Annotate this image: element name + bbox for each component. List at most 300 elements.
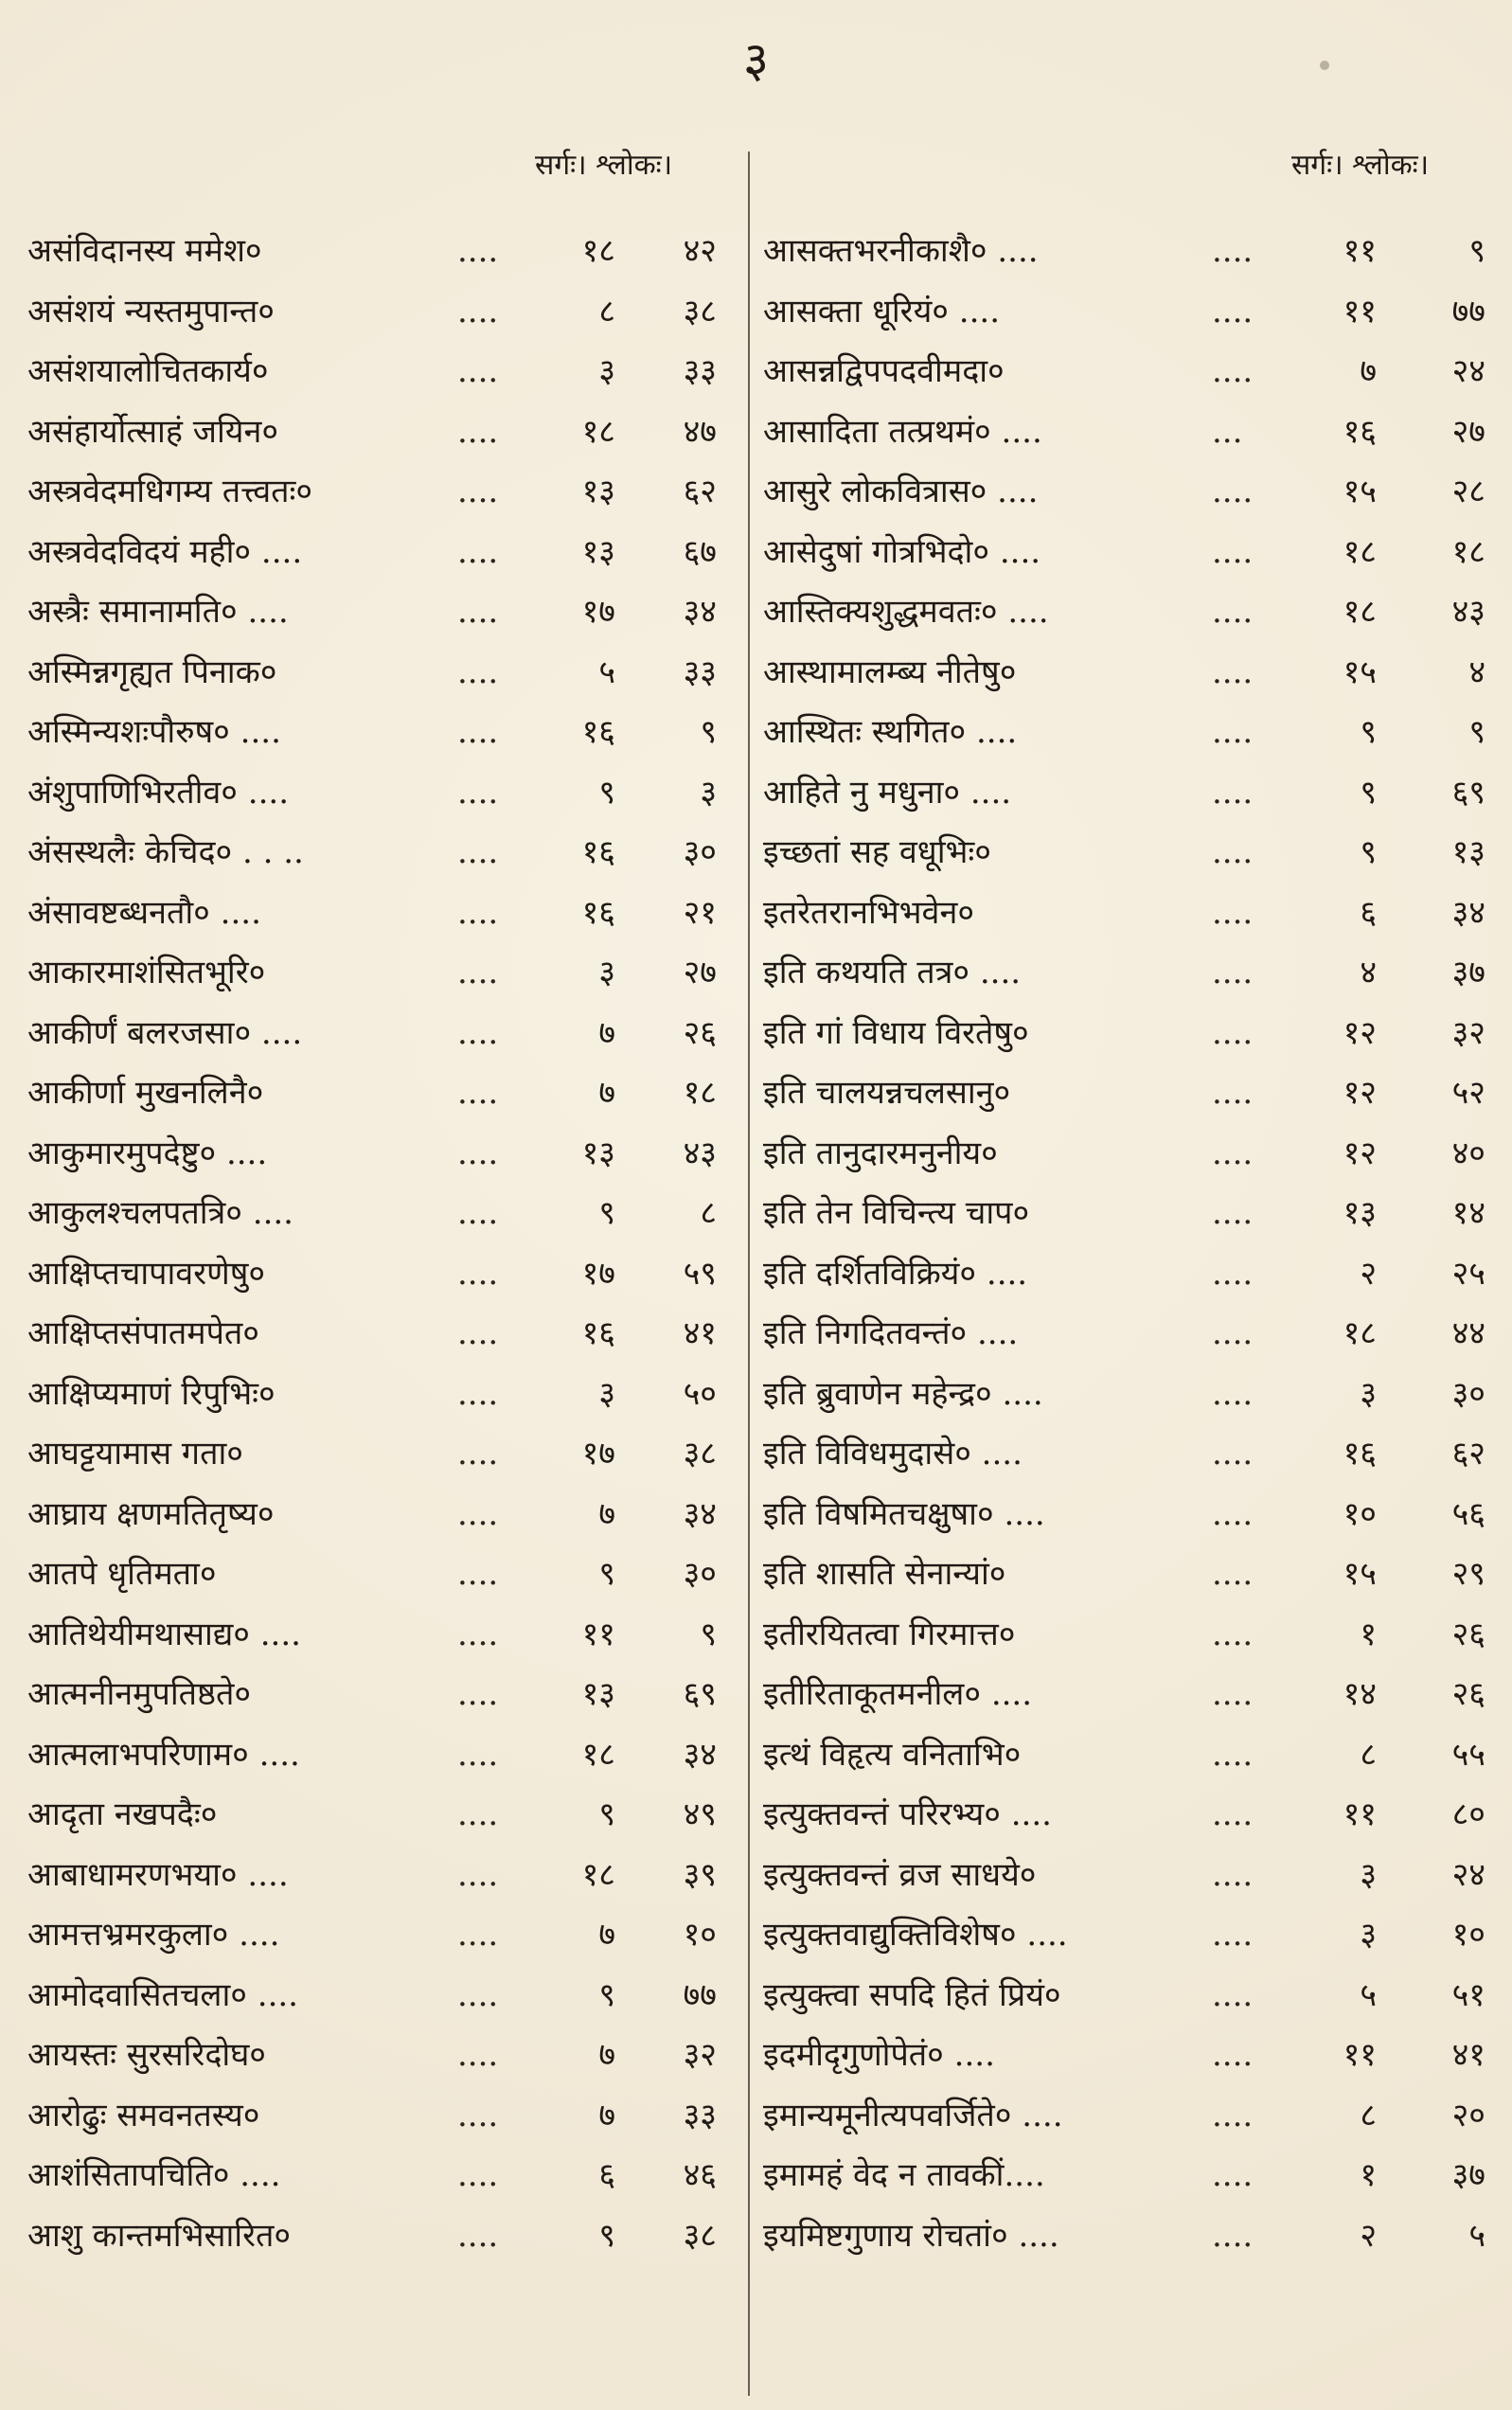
shloka-number: १८: [683, 1074, 717, 1112]
right-row: [748, 2206, 1512, 2267]
sarga-number: ९: [598, 773, 615, 812]
shloka-number: २१: [683, 893, 717, 932]
sarga-number: १६: [581, 1314, 615, 1352]
verse-text: इति शासति सेनान्यां०: [763, 1555, 1006, 1593]
sarga-number: ११: [1343, 2036, 1377, 2074]
leader-dots: ....: [1212, 1975, 1254, 2014]
leader-dots: ....: [457, 713, 499, 751]
verse-text: आकुलश्चलपतत्रि० ....: [27, 1194, 294, 1232]
sarga-number: १३: [581, 1134, 615, 1172]
verse-text: असंहार्योत्साहं जयिन०: [27, 412, 279, 451]
right-row: [748, 1004, 1512, 1064]
shloka-number: ४४: [1451, 1314, 1485, 1352]
verse-text: इति चालयन्नचलसानु०: [763, 1074, 1011, 1112]
verse-text: असंशयं न्यस्तमुपान्त०: [27, 292, 275, 330]
sarga-number: १७: [581, 593, 615, 631]
verse-text: अंशुपाणिभिरतीव० ....: [27, 773, 290, 812]
shloka-number: ५१: [1451, 1975, 1485, 2014]
leader-dots: ....: [457, 1494, 499, 1533]
verse-text: इच्छतां सह वधूभिः०: [763, 833, 991, 871]
leader-dots: ....: [457, 2156, 499, 2194]
left-row: [0, 1004, 753, 1064]
leader-dots: ....: [457, 1374, 499, 1413]
sarga-number: ७: [1360, 352, 1377, 390]
leader-dots: ....: [457, 2096, 499, 2134]
leader-dots: ....: [1212, 833, 1254, 871]
shloka-number: ४१: [1451, 2036, 1485, 2074]
shloka-number: ४०: [1451, 1134, 1485, 1172]
shloka-number: १४: [1451, 1194, 1485, 1232]
sarga-number: १२: [1343, 1134, 1377, 1172]
sarga-number: ६: [1360, 893, 1377, 932]
sarga-number: १: [1360, 2156, 1377, 2194]
right-row: [748, 1244, 1512, 1305]
left-row: [0, 2206, 753, 2267]
leader-dots: ....: [457, 893, 499, 932]
verse-text: आहिते नु मधुना० ....: [763, 773, 1012, 812]
verse-text: आसक्तभरनीकाशै० ....: [763, 232, 1039, 270]
leader-dots: ...: [1212, 412, 1243, 451]
sarga-number: १३: [581, 532, 615, 571]
shloka-number: ९: [1468, 713, 1485, 751]
sarga-number: ७: [598, 2036, 615, 2074]
shloka-number: ६९: [683, 1675, 717, 1713]
verse-text: आतपे धृतिमता०: [27, 1555, 217, 1593]
shloka-number: २०: [1451, 2096, 1485, 2134]
shloka-number: १३: [1451, 833, 1485, 871]
left-row: [0, 402, 753, 463]
shloka-number: ४६: [683, 2156, 717, 2194]
leader-dots: ....: [457, 1975, 499, 2014]
verse-text: इदमीदृगुणोपेतं० ....: [763, 2036, 995, 2074]
leader-dots: ....: [1212, 1675, 1254, 1713]
verse-text: इति दर्शितविक्रियं० ....: [763, 1254, 1028, 1293]
leader-dots: ....: [457, 1194, 499, 1232]
right-row: [748, 582, 1512, 643]
leader-dots: ....: [1212, 773, 1254, 812]
verse-text: आशंसितापचिति० ....: [27, 2156, 281, 2194]
sarga-number: ५: [598, 652, 615, 691]
sarga-number: १६: [581, 713, 615, 751]
sarga-number: ९: [598, 1194, 615, 1232]
verse-text: अस्मिन्नगृह्यत पिनाक०: [27, 652, 277, 691]
sarga-number: ९: [1360, 713, 1377, 751]
shloka-number: ३७: [1451, 2156, 1485, 2194]
shloka-number: ५६: [1451, 1494, 1485, 1533]
leader-dots: ....: [1212, 1314, 1254, 1352]
verse-text: आकीर्णा मुखनलिनै०: [27, 1074, 264, 1112]
sarga-number: ७: [598, 1916, 615, 1954]
shloka-number: ३७: [1451, 954, 1485, 991]
sarga-number: ३: [1360, 1916, 1377, 1954]
leader-dots: ....: [1212, 713, 1254, 751]
verse-text: इति कथयति तत्र० ....: [763, 954, 1022, 991]
verse-text: इतीरयितत्वा गिरमात्त०: [763, 1615, 1016, 1653]
right-row: [748, 643, 1512, 704]
leader-dots: ....: [1212, 2216, 1254, 2255]
shloka-number: ९: [700, 1615, 717, 1653]
leader-dots: ....: [1212, 2156, 1254, 2194]
verse-text: आरोढुः समवनतस्य०: [27, 2096, 260, 2134]
verse-text: आत्मनीनमुपतिष्ठते०: [27, 1675, 252, 1713]
verse-text: इति गां विधाय विरतेषु०: [763, 1013, 1029, 1052]
sarga-number: ९: [598, 1795, 615, 1833]
shloka-number: १८: [1451, 532, 1485, 571]
right-column-header: सर्गः। श्लोकः।: [1291, 149, 1430, 182]
shloka-number: ६२: [1451, 1435, 1485, 1473]
shloka-number: ४: [1468, 652, 1485, 691]
sarga-number: २: [1360, 2216, 1377, 2255]
leader-dots: ....: [457, 232, 499, 270]
sarga-number: ११: [1343, 1795, 1377, 1833]
right-row: [748, 1665, 1512, 1725]
shloka-number: ४९: [683, 1795, 717, 1833]
sarga-number: ३: [598, 954, 615, 991]
leader-dots: ....: [1212, 1735, 1254, 1774]
sarga-number: ७: [598, 1074, 615, 1112]
left-rows: [0, 222, 753, 2266]
verse-text: आबाधामरणभया० ....: [27, 1855, 289, 1894]
leader-dots: ....: [1212, 893, 1254, 932]
sarga-number: १७: [581, 1435, 615, 1473]
left-row: [0, 1905, 753, 1966]
right-row: [748, 1063, 1512, 1124]
sarga-number: १०: [1343, 1494, 1377, 1533]
verse-text: आमोदवासितचला० ....: [27, 1975, 298, 2014]
leader-dots: ....: [457, 954, 499, 991]
sarga-number: ११: [1343, 292, 1377, 330]
right-row: [748, 282, 1512, 343]
shloka-number: ३३: [683, 2096, 717, 2134]
right-row: [748, 523, 1512, 583]
leader-dots: ....: [457, 1134, 499, 1172]
verse-text: आस्थामालम्ब्य नीतेषु०: [763, 652, 1017, 691]
sarga-number: ९: [1360, 833, 1377, 871]
leader-dots: ....: [457, 652, 499, 691]
shloka-number: ९: [1468, 232, 1485, 270]
right-row: [748, 2146, 1512, 2206]
verse-text: अस्त्रैः समानामति० ....: [27, 593, 289, 631]
right-column: [748, 0, 1512, 2410]
sarga-number: ४: [1360, 954, 1377, 991]
shloka-number: ३: [700, 773, 717, 812]
shloka-number: १०: [1451, 1916, 1485, 1954]
left-row: [0, 462, 753, 523]
verse-text: आसेदुषां गोत्रभिदो० ....: [763, 532, 1041, 571]
verse-text: आमत्तभ्रमरकुला० ....: [27, 1916, 280, 1954]
left-row: [0, 1605, 753, 1666]
right-row: [748, 462, 1512, 523]
shloka-number: ३४: [683, 1494, 717, 1533]
sarga-number: ७: [598, 1494, 615, 1533]
shloka-number: ९: [700, 713, 717, 751]
sarga-number: ७: [598, 1013, 615, 1052]
left-row: [0, 2026, 753, 2086]
leader-dots: ....: [457, 1855, 499, 1894]
shloka-number: ६७: [683, 532, 717, 571]
verse-text: अंसावष्टब्धनतौ० ....: [27, 893, 261, 932]
leader-dots: ....: [457, 1013, 499, 1052]
shloka-number: ३३: [683, 652, 717, 691]
leader-dots: ....: [1212, 1254, 1254, 1293]
verse-text: आक्षिप्तसंपातमपेत०: [27, 1314, 259, 1352]
shloka-number: ५०: [683, 1374, 717, 1413]
sarga-number: ३: [1360, 1374, 1377, 1413]
sarga-number: १५: [1343, 652, 1377, 691]
left-row: [0, 884, 753, 944]
right-row: [748, 1485, 1512, 1545]
leader-dots: ....: [457, 2216, 499, 2255]
shloka-number: ३८: [683, 292, 717, 330]
sarga-number: ३: [598, 1374, 615, 1413]
verse-text: आक्षिप्यमाणं रिपुभिः०: [27, 1374, 276, 1413]
shloka-number: ५९: [683, 1254, 717, 1293]
left-row: [0, 1304, 753, 1365]
sarga-number: ३: [1360, 1855, 1377, 1894]
left-row: [0, 1544, 753, 1605]
verse-text: इतीरिताकूतमनील० ....: [763, 1675, 1033, 1713]
left-row: [0, 1244, 753, 1305]
left-row: [0, 1725, 753, 1786]
left-row: [0, 763, 753, 824]
sarga-number: ८: [598, 292, 615, 330]
left-row: [0, 222, 753, 282]
sarga-number: ८: [1360, 2096, 1377, 2134]
leader-dots: ....: [1212, 652, 1254, 691]
left-row: [0, 1124, 753, 1185]
verse-text: आकीर्णं बलरजसा० ....: [27, 1013, 303, 1052]
left-row: [0, 1665, 753, 1725]
leader-dots: ....: [457, 1435, 499, 1473]
sarga-number: ३: [598, 352, 615, 390]
shloka-number: ८०: [1451, 1795, 1485, 1833]
right-rows: [748, 222, 1512, 2266]
verse-text: इति तानुदारमनुनीय०: [763, 1134, 998, 1172]
left-row: [0, 1365, 753, 1425]
shloka-number: ३४: [683, 593, 717, 631]
shloka-number: ८: [700, 1194, 717, 1232]
leader-dots: ....: [1212, 2096, 1254, 2134]
verse-text: असंविदानस्य ममेश०: [27, 232, 262, 270]
right-row: [748, 1725, 1512, 1786]
shloka-number: ५: [1468, 2216, 1485, 2255]
right-row: [748, 884, 1512, 944]
sarga-number: १८: [581, 232, 615, 270]
right-row: [748, 1544, 1512, 1605]
sarga-number: १२: [1343, 1013, 1377, 1052]
sarga-number: १४: [1343, 1675, 1377, 1713]
left-row: [0, 1184, 753, 1244]
right-row: [748, 1966, 1512, 2026]
leader-dots: ....: [1212, 954, 1254, 991]
right-row: [748, 823, 1512, 884]
verse-text: आसन्नद्विपपदवीमदा०: [763, 352, 1005, 390]
left-row: [0, 823, 753, 884]
right-row: [748, 342, 1512, 402]
verse-text: असंशयालोचितकार्य०: [27, 352, 269, 390]
leader-dots: ....: [457, 1314, 499, 1352]
shloka-number: २७: [1451, 412, 1485, 451]
shloka-number: ३२: [683, 2036, 717, 2074]
sarga-number: २: [1360, 1254, 1377, 1293]
sarga-number: ७: [598, 2096, 615, 2134]
right-row: [748, 943, 1512, 1004]
left-row: [0, 2146, 753, 2206]
left-row: [0, 1966, 753, 2026]
left-row: [0, 582, 753, 643]
sarga-number: १८: [1343, 1314, 1377, 1352]
leader-dots: ....: [1212, 593, 1254, 631]
leader-dots: ....: [457, 352, 499, 390]
verse-text: आसुरे लोकवित्रास० ....: [763, 473, 1039, 510]
leader-dots: ....: [1212, 473, 1254, 510]
verse-text: अस्त्रवेदविदयं मही० ....: [27, 532, 303, 571]
verse-text: इयमिष्टगुणाय रोचतां० ....: [763, 2216, 1059, 2255]
verse-text: अंसस्थलैः केचिद० . . ..: [27, 833, 304, 871]
verse-text: अस्मिन्यशःपौरुष० ....: [27, 713, 281, 751]
left-row: [0, 643, 753, 704]
sarga-number: १६: [581, 893, 615, 932]
leader-dots: ....: [1212, 1134, 1254, 1172]
shloka-number: ५२: [1451, 1074, 1485, 1112]
leader-dots: ....: [1212, 1494, 1254, 1533]
shloka-number: ३३: [683, 352, 717, 390]
shloka-number: ४३: [1451, 593, 1485, 631]
verse-text: इत्युक्तवाद्युक्तिविशेष० ....: [763, 1916, 1068, 1954]
right-row: [748, 1846, 1512, 1906]
sarga-number: १: [1360, 1615, 1377, 1653]
sarga-number: ९: [1360, 773, 1377, 812]
sarga-number: ९: [598, 1555, 615, 1593]
shloka-number: ७७: [1451, 292, 1485, 330]
verse-text: आयस्तः सुरसरिदोघ०: [27, 2036, 266, 2074]
left-row: [0, 1424, 753, 1485]
leader-dots: ....: [1212, 352, 1254, 390]
right-row: [748, 1605, 1512, 1666]
verse-text: आशु कान्तमभिसारित०: [27, 2216, 292, 2255]
sarga-number: १३: [581, 473, 615, 510]
left-row: [0, 1063, 753, 1124]
shloka-number: ५५: [1451, 1735, 1485, 1774]
shloka-number: ४२: [683, 232, 717, 270]
sarga-number: १६: [1343, 412, 1377, 451]
shloka-number: २८: [1451, 473, 1485, 510]
verse-text: आतिथेयीमथासाद्य० ....: [27, 1615, 301, 1653]
sarga-number: १५: [1343, 473, 1377, 510]
right-row: [748, 1785, 1512, 1846]
sarga-number: ११: [1343, 232, 1377, 270]
verse-text: आकारमाशंसितभूरि०: [27, 954, 266, 991]
sarga-number: १३: [1343, 1194, 1377, 1232]
sarga-number: १२: [1343, 1074, 1377, 1112]
verse-text: इतरेतरानभिभवेन०: [763, 893, 975, 932]
right-row: [748, 402, 1512, 463]
shloka-number: ६२: [683, 473, 717, 510]
verse-text: इति विषमितचक्षुषा० ....: [763, 1494, 1045, 1533]
leader-dots: ....: [457, 1795, 499, 1833]
sarga-number: ११: [581, 1615, 615, 1653]
shloka-number: ३०: [683, 833, 717, 871]
shloka-number: ३४: [1451, 893, 1485, 932]
right-row: [748, 1905, 1512, 1966]
verse-text: आकुमारमुपदेष्टु० ....: [27, 1134, 268, 1172]
leader-dots: ....: [1212, 1795, 1254, 1833]
leader-dots: ....: [1212, 1855, 1254, 1894]
left-row: [0, 1785, 753, 1846]
right-row: [748, 222, 1512, 282]
shloka-number: २९: [1451, 1555, 1485, 1593]
sarga-number: १८: [1343, 532, 1377, 571]
shloka-number: ३०: [1451, 1374, 1485, 1413]
shloka-number: ४७: [683, 412, 717, 451]
shloka-number: २६: [1451, 1675, 1485, 1713]
sarga-number: ६: [598, 2156, 615, 2194]
verse-text: आत्मलाभपरिणाम० ....: [27, 1735, 300, 1774]
verse-text: इति ब्रुवाणेन महेन्द्र० ....: [763, 1374, 1043, 1413]
right-row: [748, 763, 1512, 824]
shloka-number: १०: [683, 1916, 717, 1954]
verse-text: अस्त्रवेदमधिगम्य तत्त्वतः०: [27, 473, 313, 510]
shloka-number: ३८: [683, 1435, 717, 1473]
verse-text: आघ्राय क्षणमतितृष्य०: [27, 1494, 275, 1533]
leader-dots: ....: [457, 412, 499, 451]
left-column-header: सर्गः। श्लोकः।: [535, 149, 673, 182]
leader-dots: ....: [1212, 1555, 1254, 1593]
leader-dots: ....: [457, 1074, 499, 1112]
leader-dots: ....: [457, 1555, 499, 1593]
verse-text: आसक्ता धूरियं० ....: [763, 292, 1001, 330]
leader-dots: ....: [1212, 1194, 1254, 1232]
verse-text: इत्थं विहृत्य वनिताभि०: [763, 1735, 1022, 1774]
sarga-number: १६: [581, 833, 615, 871]
verse-text: इति विविधमुदासे० ....: [763, 1435, 1023, 1473]
leader-dots: ....: [1212, 232, 1254, 270]
shloka-number: २६: [683, 1013, 717, 1052]
right-row: [748, 1304, 1512, 1365]
shloka-number: २४: [1451, 352, 1485, 390]
sarga-number: १८: [581, 412, 615, 451]
left-row: [0, 1485, 753, 1545]
right-row: [748, 2086, 1512, 2147]
shloka-number: ३८: [683, 2216, 717, 2255]
sarga-number: १३: [581, 1675, 615, 1713]
sarga-number: ८: [1360, 1735, 1377, 1774]
leader-dots: ....: [457, 2036, 499, 2074]
shloka-number: ६९: [1451, 773, 1485, 812]
verse-text: इति निगदितवन्तं० ....: [763, 1314, 1019, 1352]
verse-text: आदृता नखपदैः०: [27, 1795, 218, 1833]
right-row: [748, 2026, 1512, 2086]
verse-text: इत्युक्त्वा सपदि हितं प्रियं०: [763, 1975, 1061, 2014]
shloka-number: २४: [1451, 1855, 1485, 1894]
leader-dots: ....: [457, 1916, 499, 1954]
sarga-number: १६: [1343, 1435, 1377, 1473]
shloka-number: ३९: [683, 1855, 717, 1894]
leader-dots: ....: [1212, 1374, 1254, 1413]
verse-text: आसादिता तत्प्रथमं० ....: [763, 412, 1042, 451]
verse-text: इमान्यमूनीत्यपवर्जिते० ....: [763, 2096, 1063, 2134]
verse-text: आस्थितः स्थगित० ....: [763, 713, 1018, 751]
leader-dots: ....: [457, 833, 499, 871]
left-row: [0, 703, 753, 763]
left-row: [0, 342, 753, 402]
leader-dots: ....: [457, 1735, 499, 1774]
sarga-number: ९: [598, 1975, 615, 2014]
shloka-number: ३२: [1451, 1013, 1485, 1052]
shloka-number: ३०: [683, 1555, 717, 1593]
leader-dots: ....: [1212, 2036, 1254, 2074]
left-row: [0, 943, 753, 1004]
